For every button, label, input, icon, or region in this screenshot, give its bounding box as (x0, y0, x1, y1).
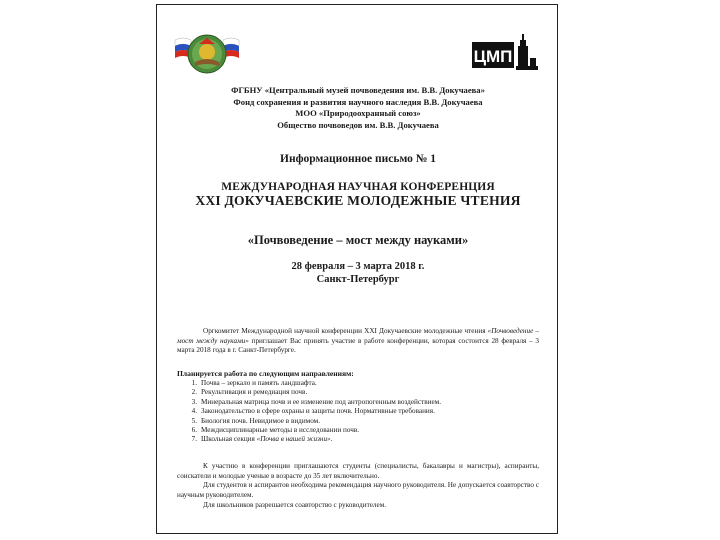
organization-line: МОО «Природоохранный союз» (295, 108, 421, 119)
intro-text-after: приглашает Вас принять участие в работе конференции, которая состоится 28 февраля – 3 марта 2018 года в г. Санкт-Петербурге. (177, 336, 539, 354)
organization-line: ФГБНУ «Центральный музей почвоведения им. В.В. Докучаева» (231, 85, 485, 95)
organization-line: Фонд сохранения и развития научного наследия В.В. Докучаева (233, 96, 483, 107)
list-item: 7. Школьная секция «Почва в нашей жизни». (191, 435, 333, 444)
intro-text-italic: «Почвоведение – мост между науками» (177, 327, 540, 345)
letter-number: Информационное письмо № 1 (280, 153, 436, 165)
conference-city: Санкт-Петербург (316, 274, 400, 285)
list-item: 5. Биология почв. Невидимое в видимом. (191, 416, 321, 425)
conference-title: XXI ДОКУЧАЕВСКИЕ МОЛОДЕЖНЫЕ ЧТЕНИЯ (195, 193, 521, 208)
recommendation-paragraph: Для студентов и аспирантов необходима рекомендация научного руководителя. Не допускается соавторство с научным руководителем. (177, 481, 539, 499)
cmp-logo-text: ЦМП (473, 47, 513, 66)
participants-paragraph: К участию в конференции приглашаются студенты (специалисты, бакалавры и магистры), аспиранты, соискатели и молодые ученые в возрасте до 35 лет включительно. (177, 462, 539, 480)
document-page (156, 4, 558, 534)
conference-subtitle: «Почвоведение – мост между науками» (247, 233, 469, 247)
list-item: 2. Рекультивация и ремедиация почв. (191, 388, 308, 397)
soil-museum-emblem-icon (173, 32, 241, 76)
cmp-logo-icon (472, 32, 540, 74)
directions-heading: Планируется работа по следующим направлениям: (177, 369, 354, 378)
conference-type: МЕЖДУНАРОДНАЯ НАУЧНАЯ КОНФЕРЕНЦИЯ (221, 181, 495, 193)
intro-paragraph (177, 327, 539, 356)
schoolchildren-paragraph: Для школьников разрешается соавторство с руководителем. (203, 501, 387, 509)
list-item: 6. Междисциплинарные методы в исследовании почв. (191, 426, 360, 435)
conference-dates: 28 февраля – 3 марта 2018 г. (291, 261, 425, 272)
list-item: 3. Минеральная матрица почв и ее изменение под антропогенным воздействием. (191, 397, 441, 406)
dates-block (157, 260, 559, 286)
directions-list (179, 379, 541, 445)
intro-text-before: Оргкомитет Международной научной конференции XXI Докучаевские молодежные чтения (203, 327, 488, 335)
organization-line: Общество почвоведов им. В.В. Докучаева (277, 119, 439, 130)
list-item: 4. Законодательство в сфере охраны и защиты почв. Нормативные требования. (191, 407, 435, 416)
list-item: 1. Почва – зеркало и память ландшафта. (191, 379, 317, 387)
organizations-block (157, 85, 559, 131)
